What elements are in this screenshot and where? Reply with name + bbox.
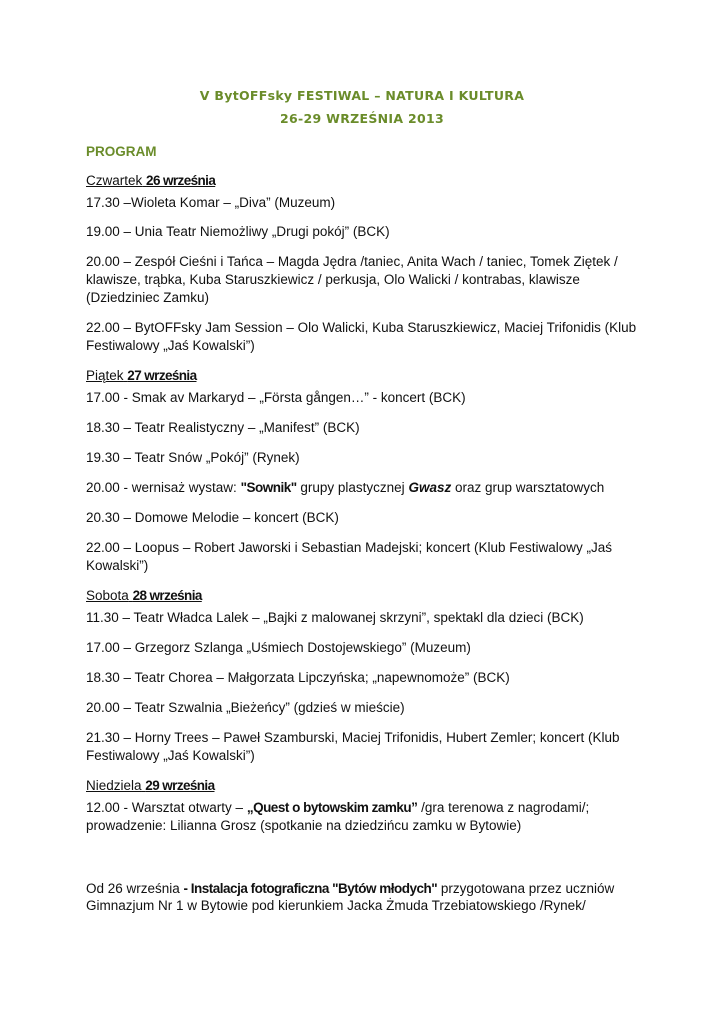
exhibition-name: "Sownik" — [240, 480, 297, 495]
program-entry: 11.30 – Teatr Władca Lalek – „Bajki z malowanej skrzyni”, spektakl dla dzieci (BCK) — [86, 610, 584, 625]
program-entry: 22.00 – BytOFFsky Jam Session – Olo Walicki, Kuba Staruszkiewicz, Maciej Trifonidis (Klub Festiwalowy „Jaś Kowalski”) — [86, 320, 637, 353]
program-entry: 20.00 - wernisaż wystaw: "Sownik" grupy plastycznej Gwasz oraz grup warsztatowych — [86, 480, 605, 495]
program-entry: 17.30 –Wioleta Komar – „Diva” (Muzeum) — [86, 195, 336, 210]
program-entry: 17.00 - Smak av Markaryd – „Första gången…” - koncert (BCK) — [86, 390, 466, 405]
day-heading-saturday: Sobota 28 września — [86, 588, 202, 603]
program-entry: 20.30 – Domowe Melodie – koncert (BCK) — [86, 510, 339, 525]
program-entry: 18.30 – Teatr Chorea – Małgorzata Lipczyńska; „napewnomoże” (BCK) — [86, 670, 510, 685]
festival-dates: 26-29 WRZEŚNIA 2013 — [280, 111, 444, 126]
program-content — [86, 172, 646, 847]
program-entry: 17.00 – Grzegorz Szlanga „Uśmiech Dostojewskiego” (Muzeum) — [86, 640, 471, 655]
festival-title: V BytOFFsky FESTIWAL – NATURA I KULTURA — [199, 88, 525, 103]
quest-title: „Quest o bytowskim zamku” — [246, 800, 418, 815]
day-heading-friday: Piątek 27 września — [86, 368, 197, 383]
installation-note: Od 26 września - Instalacja fotograficzna "Bytów młodych" przygotowana przez uczniów Gimnazjum Nr 1 w Bytowie pod kierunkiem Jacka Żmuda Trzebiatowskiego /Rynek/ — [86, 881, 615, 913]
program-entry: 22.00 – Loopus – Robert Jaworski i Sebastian Madejski; koncert (Klub Festiwalowy „Jaś Kowalski”) — [86, 540, 612, 573]
program-entry: 20.00 – Zespół Cieśni i Tańca – Magda Jędra /taniec, Anita Wach / taniec, Tomek Ziętek / klawisze, trąbka, Kuba Staruszkiewicz / perkusja, Olo Walicki / kontrabas, klawisze (Dziedziniec Zamku) — [86, 254, 618, 305]
installation-title: "Bytów młodych" — [332, 881, 438, 896]
program-entry: 19.00 – Unia Teatr Niemożliwy „Drugi pokój” (BCK) — [86, 224, 390, 239]
day-heading-sunday: Niedziela 29 września — [86, 778, 215, 793]
group-name: Gwasz — [408, 480, 452, 495]
program-entry: 19.30 – Teatr Snów „Pokój” (Rynek) — [86, 450, 300, 465]
day-heading-thursday: Czwartek 26 września — [86, 173, 216, 188]
program-entry: 21.30 – Horny Trees – Paweł Szamburski, Maciej Trifonidis, Hubert Zemler; koncert (Klub Festiwalowy „Jaś Kowalski”) — [86, 730, 620, 763]
program-heading: PROGRAM — [86, 144, 157, 159]
program-entry: 18.30 – Teatr Realistyczny – „Manifest” (BCK) — [86, 420, 360, 435]
program-entry: 12.00 - Warsztat otwarty – „Quest o bytowskim zamku” /gra terenowa z nagrodami/; prowadzenie: Lilianna Grosz (spotkanie na dziedzińcu zamku w Bytowie) — [86, 800, 590, 833]
program-entry: 20.00 – Teatr Szwalnia „Bieżeńcy” (gdzieś w mieście) — [86, 700, 405, 715]
